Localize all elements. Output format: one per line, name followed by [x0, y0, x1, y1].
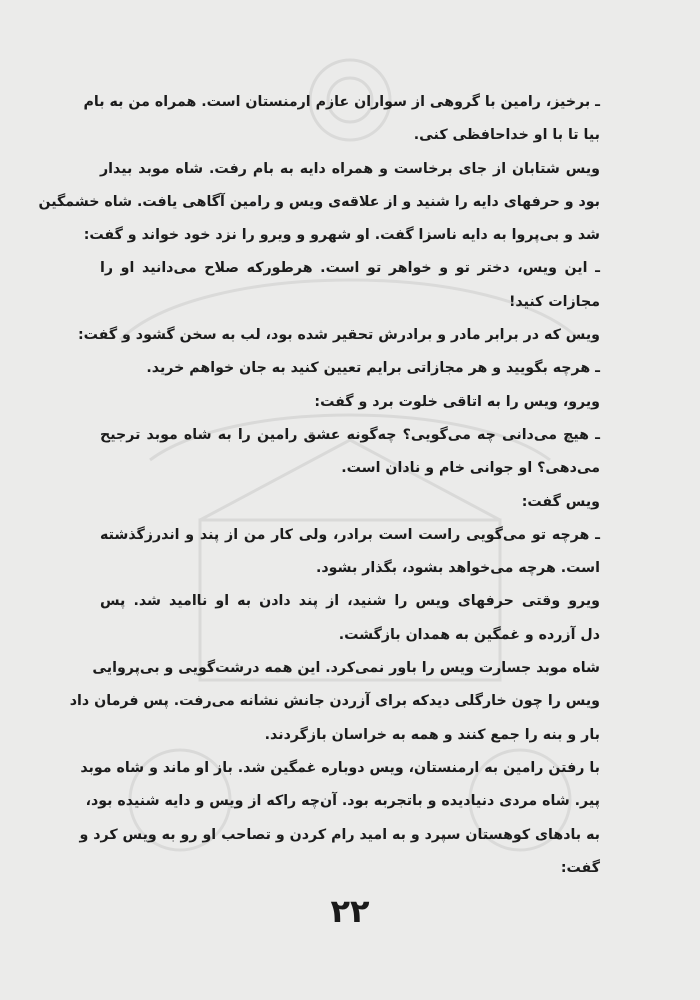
text-line: مجازات کنید! — [508, 293, 600, 310]
text-line: شد و بی‌پروا به دایه ناسزا گفت. او شهرو و ویرو را نزد خود خواند و گفت: — [83, 227, 600, 244]
text-line: می‌دهی؟ او جوانی خام و نادان است. — [341, 460, 600, 477]
text-line: گفت: — [560, 859, 600, 876]
text-line: ـ هیچ می‌دانی چه می‌گویی؟ چه‌گونه عشق رامین را به شاه موبد ترجیح — [100, 426, 600, 443]
text-line: شاه موبد جسارت ویس را باور نمی‌کرد. این همه درشت‌گویی و بی‌پروایی — [92, 660, 600, 677]
text-line: ویس که در برابر مادر و برادرش تحقیر شده بود، لب به سخن گشود و گفت: — [77, 327, 600, 344]
text-line: بیا تا با او خداحافظی کنی. — [413, 127, 600, 144]
page-number: ۲۲ — [330, 892, 370, 930]
text-line: است. هرچه می‌خواهد بشود، بگذار بشود. — [315, 560, 600, 577]
text-line: ـ هرچه بگویید و هر مجازاتی برایم تعیین کنید به جان خواهم خرید. — [146, 360, 600, 377]
text-line: ویرو، ویس را به اتاقی خلوت برد و گفت: — [314, 393, 600, 410]
text-line: بود و حرفهای دایه را شنید و از علاقه‌ی ویس و رامین آگاهی یافت. شاه خشمگین — [38, 193, 600, 210]
body-text — [38, 86, 600, 885]
text-line: بار و بنه را جمع کنند و همه به خراسان بازگردند. — [264, 726, 600, 743]
text-line: پیر. شاه مردی دنیادیده و باتجربه بود. آن‌چه راکه از ویس و دایه شنیده بود، — [85, 793, 600, 810]
text-line: ویس شتابان از جای برخاست و همراه دایه به بام رفت. شاه موبد بیدار — [100, 160, 600, 177]
text-line: ویرو وقتی حرفهای ویس را شنید، از پند دادن به او ناامید شد. پس — [100, 593, 600, 610]
text-line: ویس گفت: — [521, 493, 600, 510]
text-line: با رفتن رامین به ارمنستان، ویس دوباره غمگین شد. باز او ماند و شاه موبد — [80, 759, 600, 776]
text-line: ـ هرچه تو می‌گویی راست است برادر، ولی کار من از پند و اندرزگذشته — [100, 526, 600, 543]
text-line: ـ این ویس، دختر تو و خواهر تو است. هرطورکه صلاح می‌دانید او را — [100, 260, 600, 277]
text-line: دل آزرده و غمگین به همدان بازگشت. — [338, 626, 600, 643]
text-line: به بادهای کوهستان سپرد و به امید رام کردن و تصاحب او رو به ویس کرد و — [79, 826, 600, 843]
text-line: ویس را چون خارگلی دیدکه برای آزردن جانش نشانه می‌رفت. پس فرمان داد — [69, 693, 600, 710]
text-line: ـ برخیز، رامین با گروهی از سواران عازم ارمنستان است. همراه من به بام — [83, 94, 600, 110]
